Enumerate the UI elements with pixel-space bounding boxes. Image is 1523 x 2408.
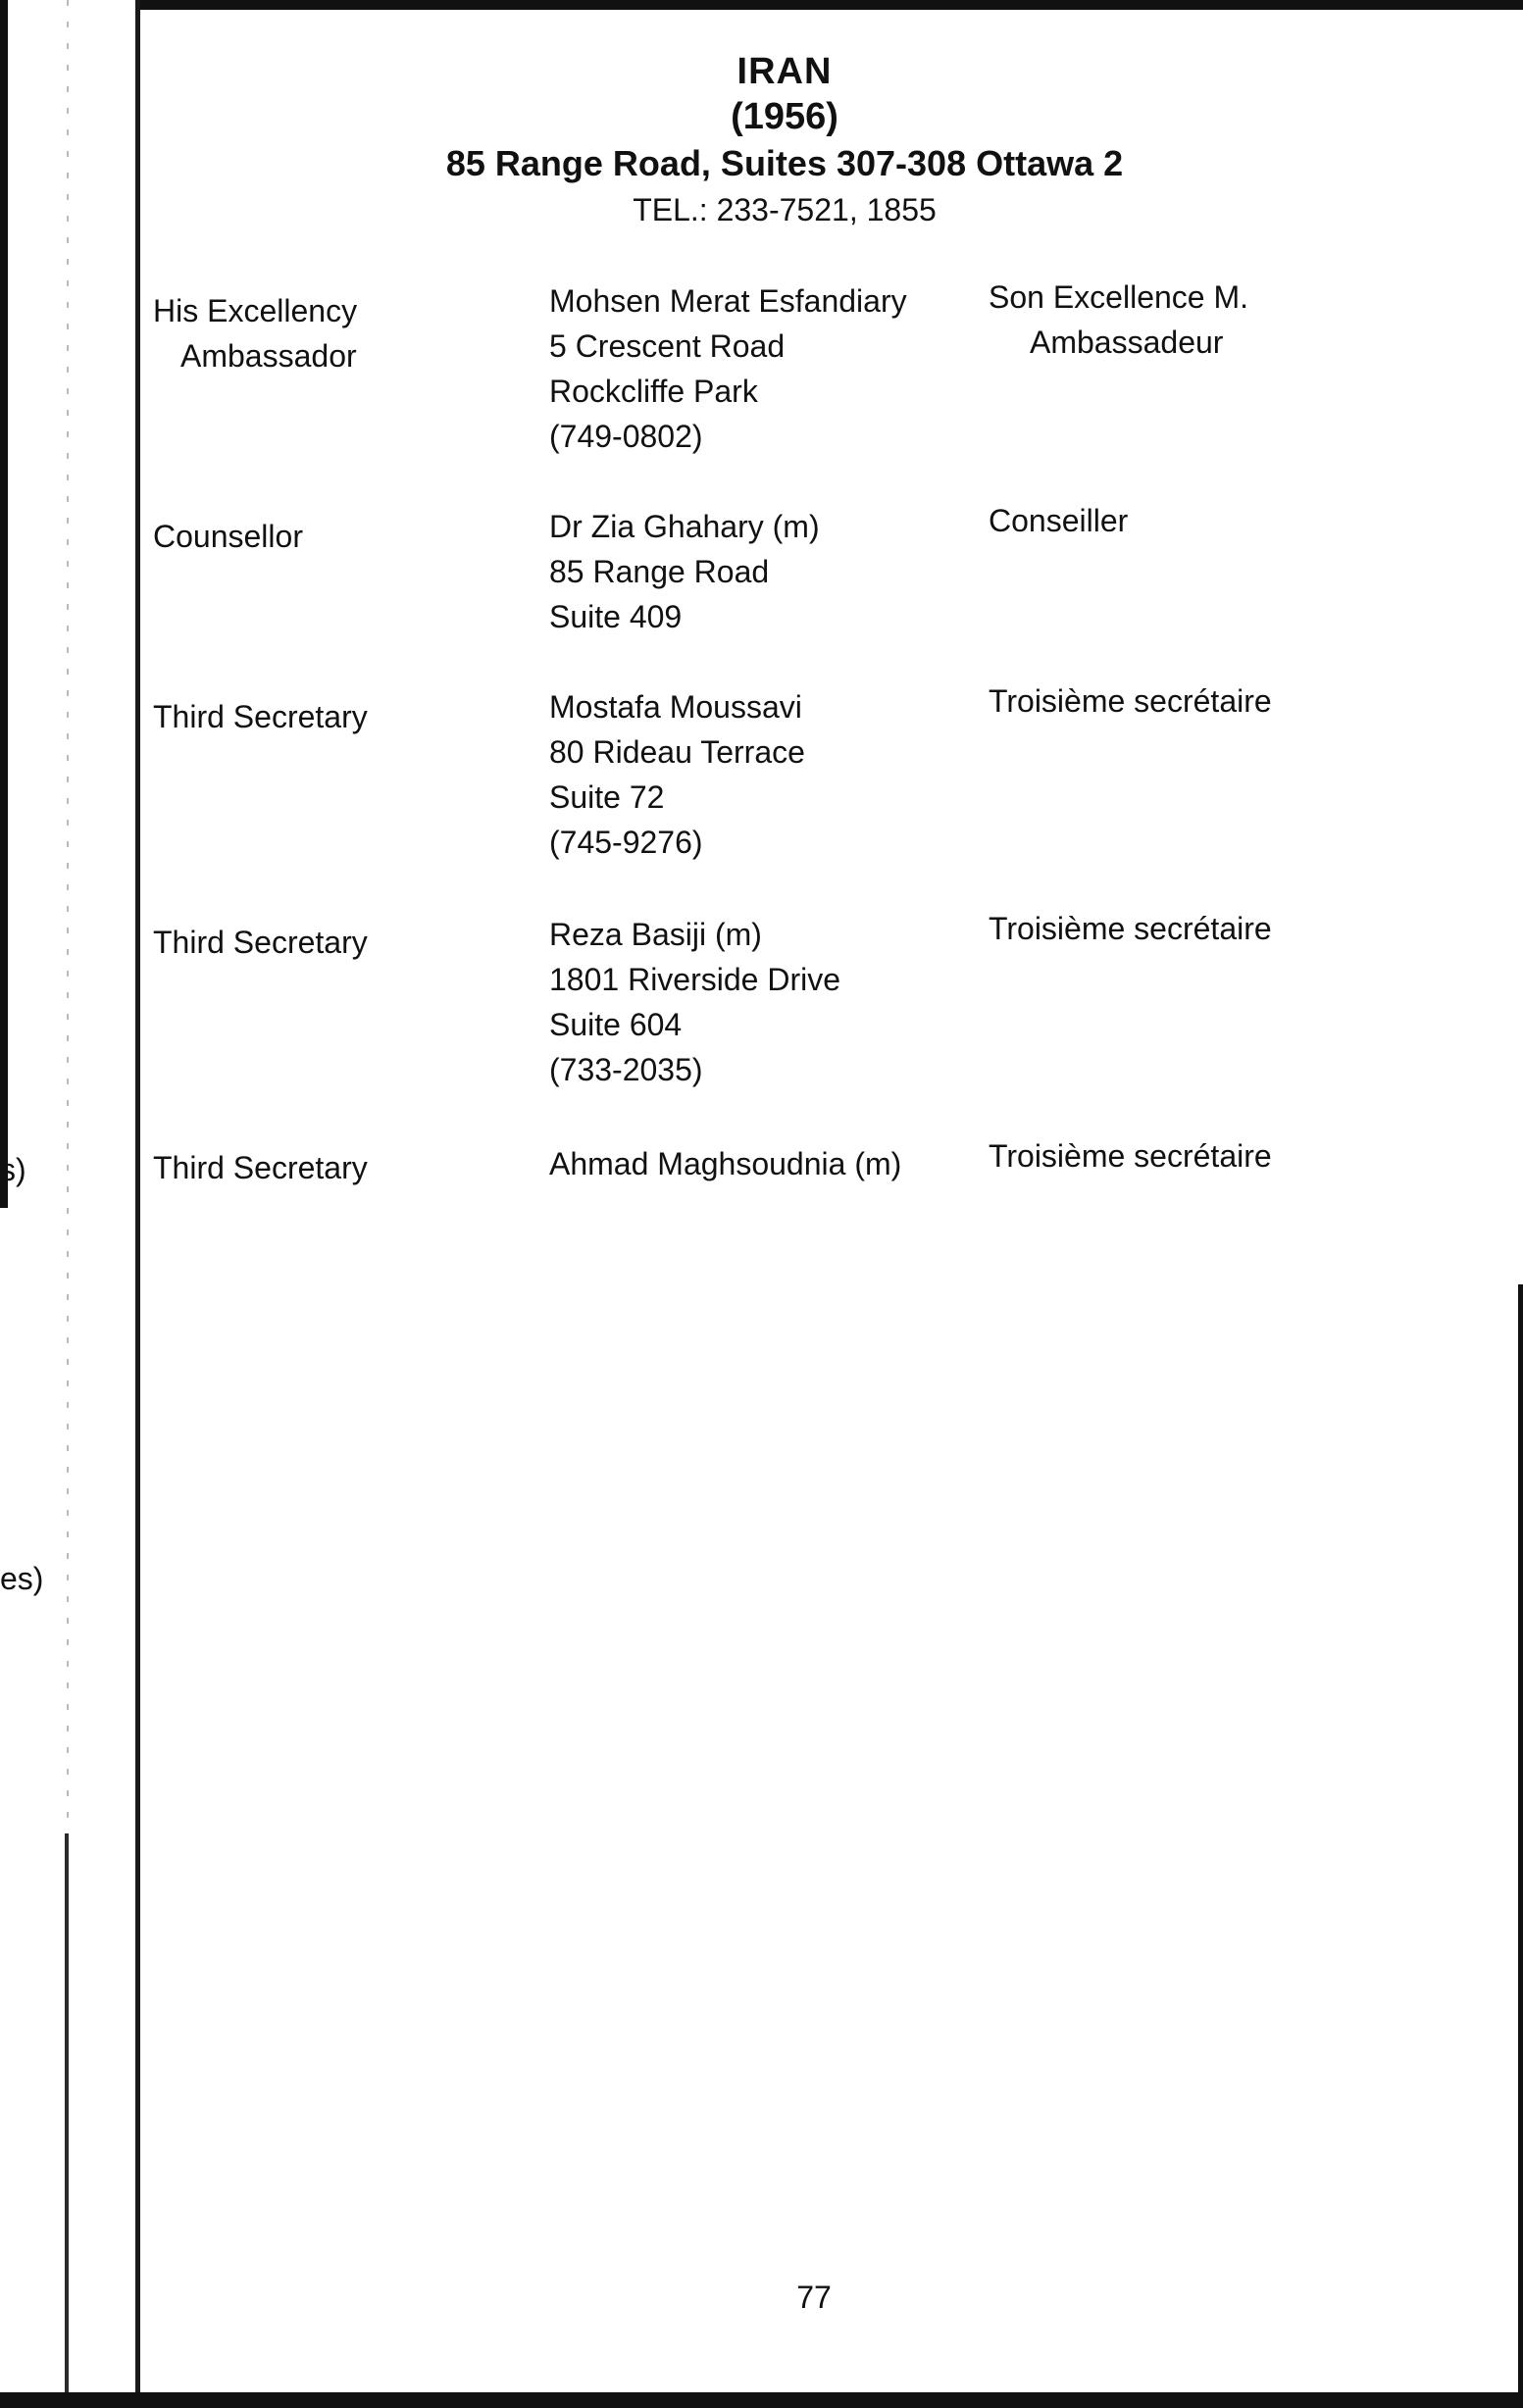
entry-french-title [989, 275, 1440, 365]
entry-title [153, 694, 506, 739]
address-line: Rockcliffe Park [549, 374, 758, 409]
entry-french-title [989, 1133, 1440, 1179]
address-line: 80 Rideau Terrace [549, 734, 805, 770]
established-year: (1956) [731, 96, 838, 137]
entry-name-address [549, 684, 1000, 865]
address-line: 5 Crescent Road [549, 328, 786, 364]
entry-name-address [549, 278, 1000, 459]
entry-french-title [989, 906, 1440, 951]
entry-french-title [989, 498, 1440, 543]
entry-name-address [549, 912, 1000, 1092]
address-line: Suite 409 [549, 599, 683, 634]
scan-top-border [137, 0, 1523, 10]
margin-fragment: es) [0, 1561, 44, 1596]
entry-title [153, 920, 506, 965]
title-line: Third Secretary [153, 1150, 368, 1185]
title-line: Ambassador [180, 338, 357, 374]
page-binding-inner-line [65, 1833, 69, 2392]
title-line: Third Secretary [153, 699, 368, 734]
phone-number: (749-0802) [549, 419, 703, 454]
page-binding-line [135, 0, 140, 2392]
phone-number: (745-9276) [549, 825, 703, 860]
french-title-line: Ambassadeur [1030, 325, 1224, 360]
title-line: His Excellency [153, 293, 358, 328]
address-line: Suite 72 [549, 779, 665, 815]
scan-left-edge [0, 0, 8, 1208]
scan-bottom-border [0, 2392, 1523, 2408]
address-line: 1801 Riverside Drive [549, 962, 841, 997]
address-line: 85 Range Road [549, 554, 770, 589]
entry-french-title [989, 678, 1440, 724]
person-name: Dr Zia Ghahary (m) [549, 509, 820, 544]
entry-name-address [549, 504, 1000, 639]
entry-title [153, 514, 506, 559]
french-title-line: Troisième secrétaire [989, 1138, 1272, 1174]
margin-fragment: s) [0, 1152, 26, 1187]
entry-title [153, 288, 506, 378]
embassy-address: 85 Range Road, Suites 307-308 Ottawa 2 [445, 143, 1124, 183]
title-line: Third Secretary [153, 925, 368, 960]
entry-name-address [549, 1141, 1000, 1186]
person-name: Reza Basiji (m) [549, 917, 762, 952]
page-binding-specks [67, 0, 69, 1824]
person-name: Ahmad Maghsoudnia (m) [549, 1146, 902, 1181]
french-title-line: Troisième secrétaire [989, 911, 1272, 946]
person-name: Mostafa Moussavi [549, 689, 802, 725]
person-name: Mohsen Merat Esfandiary [549, 283, 907, 319]
entry-title [153, 1145, 506, 1190]
country-heading: IRAN [736, 51, 833, 92]
embassy-telephone: TEL.: 233-7521, 1855 [633, 192, 937, 227]
french-title-line: Conseiller [989, 503, 1129, 538]
french-title-line: Son Excellence M. [989, 279, 1249, 315]
phone-number: (733-2035) [549, 1052, 703, 1087]
page-number: 77 [796, 2280, 832, 2315]
title-line: Counsellor [153, 519, 303, 554]
address-line: Suite 604 [549, 1007, 683, 1042]
scan-right-edge [1518, 1284, 1523, 2392]
french-title-line: Troisième secrétaire [989, 683, 1272, 719]
